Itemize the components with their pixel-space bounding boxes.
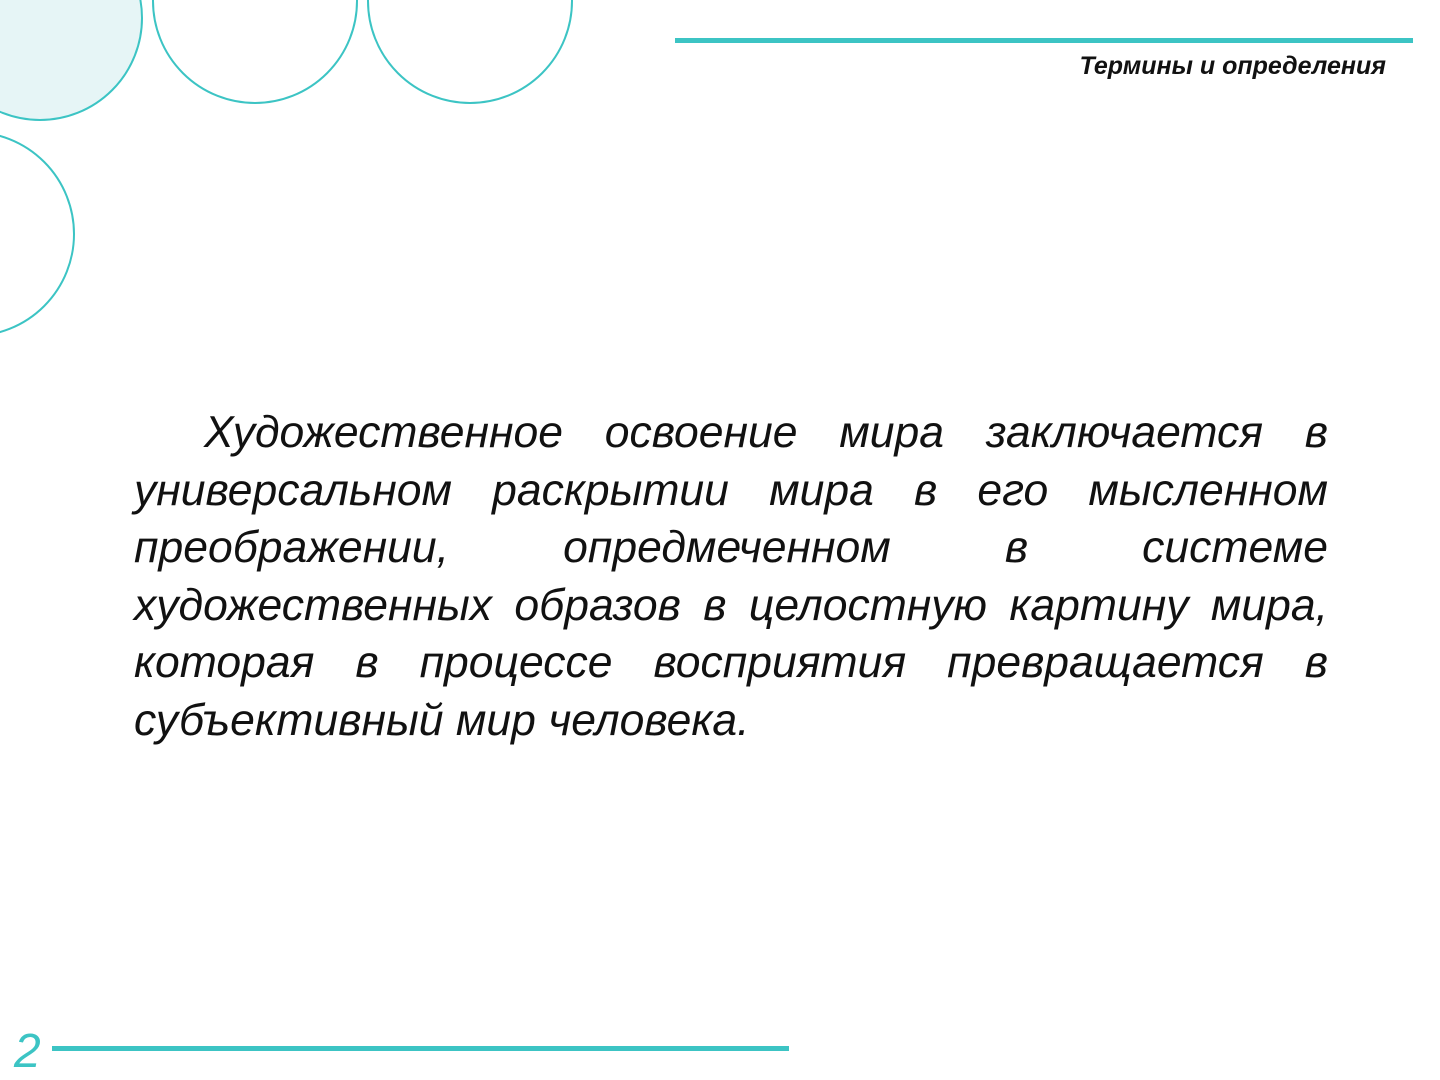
circle-outline-decoration xyxy=(0,132,74,336)
filled-circle-decoration xyxy=(0,0,142,120)
header-rule xyxy=(675,38,1413,43)
circle-outline-decoration xyxy=(368,0,572,103)
circle-outline-decoration xyxy=(153,0,357,103)
section-title: Термины и определения xyxy=(1079,52,1386,80)
definition-paragraph: Художественное освоение мира заключается в универсальном раскрытии мира в его мысленном преображении, опредмеченном в системе художественных образов в целостную картину мира, которая в процессе восприятия превращается в субъективный мир человека. xyxy=(134,408,1328,745)
page-number: 2 xyxy=(14,1025,41,1078)
footer-rule xyxy=(52,1046,789,1051)
